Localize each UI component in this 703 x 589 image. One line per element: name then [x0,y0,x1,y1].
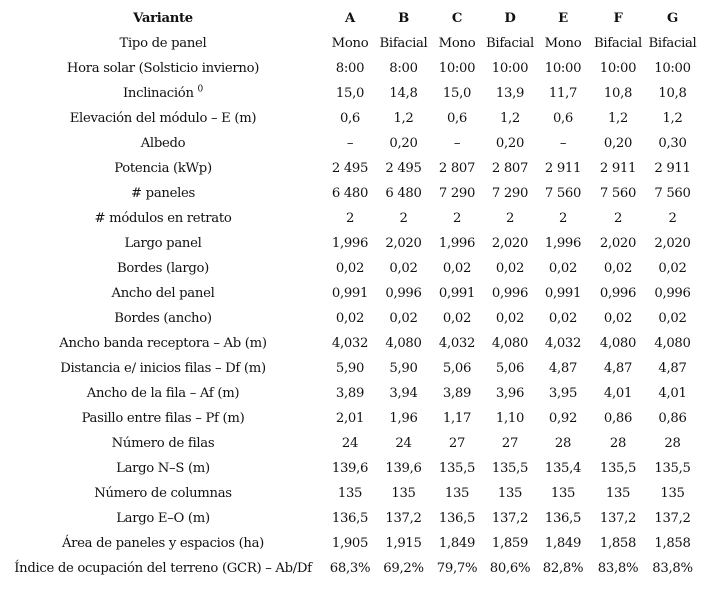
cell-value: 11,7 [548,86,578,101]
row-label: Largo panel [124,236,202,251]
table-row [3,381,699,406]
cell-value: 4,080 [385,336,422,351]
row-label: Ancho banda receptora – Ab (m) [59,336,267,351]
cell-value: 4,032 [544,336,582,351]
cell-value: 2,020 [599,236,637,251]
cell-value: 13,9 [495,86,525,101]
cell-value: 8:00 [389,61,418,76]
cell-value: 0,02 [335,261,365,276]
cell-value: 79,7% [436,561,478,576]
cell-value: Bifacial [379,36,428,51]
table-row [3,556,699,581]
cell-value: 15,0 [335,86,365,101]
cell-value: 4,080 [491,336,529,351]
cell-value: 135 [497,486,523,501]
cell-value: 2,020 [385,236,422,251]
row-label: Número de filas [111,436,215,451]
cell-value: 2 [613,211,623,226]
cell-value: 2,020 [491,236,529,251]
cell-value: 1,996 [331,236,369,251]
cell-value: 1,17 [442,411,472,426]
row-label: Albedo [140,136,186,151]
cell-value: Bifacial [486,36,534,51]
cell-value: 2 911 [599,161,637,176]
cell-value: Mono [544,36,582,51]
cell-value: 10:00 [599,61,637,76]
table-row [3,331,699,356]
cell-value: 7 560 [544,186,582,201]
cell-value: 0,86 [603,411,633,426]
header-variant-b: B [398,11,409,26]
cell-value: 1,849 [438,536,476,551]
cell-value: 135,4 [544,461,582,476]
cell-value: 24 [341,436,359,451]
cell-value: 1,96 [389,411,418,426]
table-row [3,256,699,281]
cell-value: 4,080 [654,336,691,351]
header-variant-c: C [451,11,463,26]
cell-value: 83,8% [597,561,639,576]
header-variant-d: D [504,11,516,26]
cell-value: – [346,136,354,151]
cell-value: 4,87 [658,361,687,376]
row-label: Hora solar (Solsticio invierno) [66,61,260,76]
cell-value: 4,032 [331,336,369,351]
cell-value: 1,996 [544,236,582,251]
cell-value: 0,6 [339,111,361,126]
cell-value: 10,8 [658,86,687,101]
cell-value: 2 807 [438,161,476,176]
cell-value: 14,8 [389,86,418,101]
cell-value: 10:00 [654,61,691,76]
cell-value: 10:00 [544,61,582,76]
cell-value: 0,92 [548,411,578,426]
cell-value: 0,02 [389,261,418,276]
row-label: Largo N–S (m) [116,461,210,476]
cell-value: 0,20 [495,136,525,151]
cell-value: 28 [609,436,627,451]
cell-value: 137,2 [385,511,422,526]
table-row [3,181,699,206]
cell-value: 1,859 [491,536,529,551]
cell-value: 0,86 [658,411,687,426]
cell-value: 4,87 [548,361,578,376]
table-row [3,406,699,431]
cell-value: 139,6 [331,461,369,476]
cell-value: Bifacial [648,36,697,51]
cell-value: 135 [444,486,470,501]
cell-value: 135 [605,486,631,501]
cell-value: 7 290 [438,186,476,201]
cell-value: 2 [452,211,462,226]
table-row [3,431,699,456]
table-row [3,506,699,531]
row-label: Tipo de panel [119,36,207,51]
cell-value: 8:00 [335,61,365,76]
cell-value: 5,06 [495,361,525,376]
cell-value: 28 [554,436,572,451]
cell-value: 7 560 [654,186,691,201]
cell-value: – [453,136,461,151]
cell-value: 0,991 [331,286,369,301]
row-label: Número de columnas [94,486,232,501]
row-label: Área de paneles y espacios (ha) [61,536,265,551]
cell-value: 0,996 [599,286,637,301]
cell-value: 6 480 [385,186,422,201]
table-row [3,131,699,156]
table-row [3,231,699,256]
cell-value: 137,2 [491,511,529,526]
header-variant-a: A [345,11,355,26]
header-label: Variante [133,11,193,26]
cell-value: 0,6 [552,111,574,126]
row-label: Bordes (ancho) [114,311,212,326]
table-row [3,81,699,106]
cell-value: 1,2 [393,111,414,126]
cell-value: Bifacial [594,36,642,51]
cell-value: 1,858 [599,536,637,551]
cell-value: 2 911 [654,161,691,176]
table-row [3,456,699,481]
cell-value: 135 [550,486,576,501]
row-label: Ancho de la fila – Af (m) [86,386,240,401]
cell-value: 83,8% [652,561,693,576]
cell-value: 139,6 [385,461,422,476]
cell-value: 135 [660,486,685,501]
cell-value: 24 [395,436,412,451]
cell-value: 0,02 [335,311,365,326]
row-label: Ancho del panel [111,286,215,301]
row-label: # paneles [131,186,195,201]
cell-value: 135,5 [599,461,637,476]
cell-value: 0,6 [446,111,468,126]
table-row [3,281,699,306]
cell-value: 0,30 [658,136,687,151]
cell-value: 80,6% [489,561,531,576]
cell-value: 1,849 [544,536,582,551]
cell-value: 2 807 [491,161,529,176]
cell-value: 68,3% [329,561,371,576]
cell-value: 0,996 [654,286,691,301]
cell-value: 4,032 [438,336,476,351]
table-row [3,306,699,331]
cell-value: 135 [337,486,363,501]
cell-value: 0,20 [603,136,633,151]
table-body [3,31,699,581]
table-row [3,156,699,181]
cell-value: 3,94 [389,386,418,401]
cell-value: 0,20 [389,136,418,151]
cell-value: 135,5 [438,461,476,476]
cell-value: 10:00 [438,61,476,76]
cell-value: 82,8% [542,561,584,576]
cell-value: 2 [505,211,515,226]
cell-value: 0,991 [438,286,476,301]
row-label: Distancia e/ inicios filas – Df (m) [60,361,266,376]
cell-value: 2 [558,211,568,226]
cell-value: 0,02 [603,311,633,326]
cell-value: 1,996 [438,236,476,251]
cell-value: 137,2 [654,511,691,526]
cell-value: 5,06 [442,361,472,376]
row-label: Pasillo entre filas – Pf (m) [81,411,245,426]
table-row [3,206,699,231]
cell-value: 2 911 [544,161,582,176]
cell-value: Mono [438,36,476,51]
table-row [3,481,699,506]
cell-value: Mono [331,36,369,51]
cell-value: 135,5 [654,461,691,476]
cell-value: 136,5 [331,511,369,526]
header-variant-f: F [613,11,623,26]
header-variant-e: E [558,11,568,26]
cell-value: 4,01 [658,386,687,401]
cell-value: 1,858 [654,536,691,551]
cell-value: 0,02 [442,261,472,276]
row-label: # módulos en retrato [94,211,232,226]
table-row [3,356,699,381]
cell-value: 0,996 [491,286,529,301]
variants-table [3,6,699,581]
cell-value: 1,915 [385,536,422,551]
cell-value: 4,080 [599,336,637,351]
cell-value: 6 480 [331,186,369,201]
cell-value: 7 560 [599,186,637,201]
cell-value: 2 [345,211,355,226]
cell-value: 137,2 [599,511,637,526]
table-row [3,106,699,131]
row-label: Índice de ocupación del terreno (GCR) – Ab/Df [14,561,312,576]
header-variant-g: G [667,11,678,26]
row-label: Potencia (kWp) [114,161,212,176]
cell-value: 0,02 [389,311,418,326]
cell-value: 2 495 [385,161,422,176]
row-label: Bordes (largo) [117,261,209,276]
cell-value: 135,5 [491,461,529,476]
table-row [3,31,699,56]
cell-value: 5,90 [389,361,418,376]
cell-value: 3,89 [335,386,365,401]
table-row [3,56,699,81]
row-label: Inclinación $^0$ [123,84,203,101]
cell-value: 0,02 [658,261,687,276]
cell-value: 0,991 [544,286,582,301]
cell-value: 10:00 [491,61,529,76]
cell-value: 4,01 [603,386,633,401]
cell-value: 1,2 [662,111,683,126]
cell-value: 3,95 [548,386,578,401]
cell-value: 2 [399,211,408,226]
cell-value: 0,02 [495,261,525,276]
table-row [3,531,699,556]
cell-value: 0,02 [548,261,578,276]
cell-value: 10,8 [603,86,633,101]
cell-value: – [559,136,567,151]
cell-value: 2 [668,211,677,226]
cell-value: 1,2 [607,111,629,126]
row-label: Largo E–O (m) [116,511,210,526]
cell-value: 1,10 [495,411,525,426]
cell-value: 3,96 [495,386,525,401]
cell-value: 15,0 [442,86,472,101]
cell-value: 0,996 [385,286,422,301]
cell-value: 0,02 [603,261,633,276]
cell-value: 1,905 [331,536,369,551]
cell-value: 27 [501,436,519,451]
cell-value: 27 [448,436,466,451]
cell-value: 0,02 [442,311,472,326]
cell-value: 69,2% [383,561,424,576]
row-label-superscript: 0 [197,84,203,95]
cell-value: 135 [391,486,416,501]
cell-value: 1,2 [499,111,521,126]
header-row [3,6,699,31]
cell-value: 3,89 [442,386,472,401]
cell-value: 0,02 [495,311,525,326]
row-label: Elevación del módulo – E (m) [69,111,257,126]
cell-value: 136,5 [544,511,582,526]
cell-value: 0,02 [658,311,687,326]
cell-value: 7 290 [491,186,529,201]
cell-value: 28 [664,436,681,451]
cell-value: 0,02 [548,311,578,326]
cell-value: 2 495 [331,161,369,176]
cell-value: 4,87 [603,361,633,376]
cell-value: 2,01 [335,411,365,426]
cell-value: 136,5 [438,511,476,526]
cell-value: 5,90 [335,361,365,376]
cell-value: 2,020 [654,236,691,251]
